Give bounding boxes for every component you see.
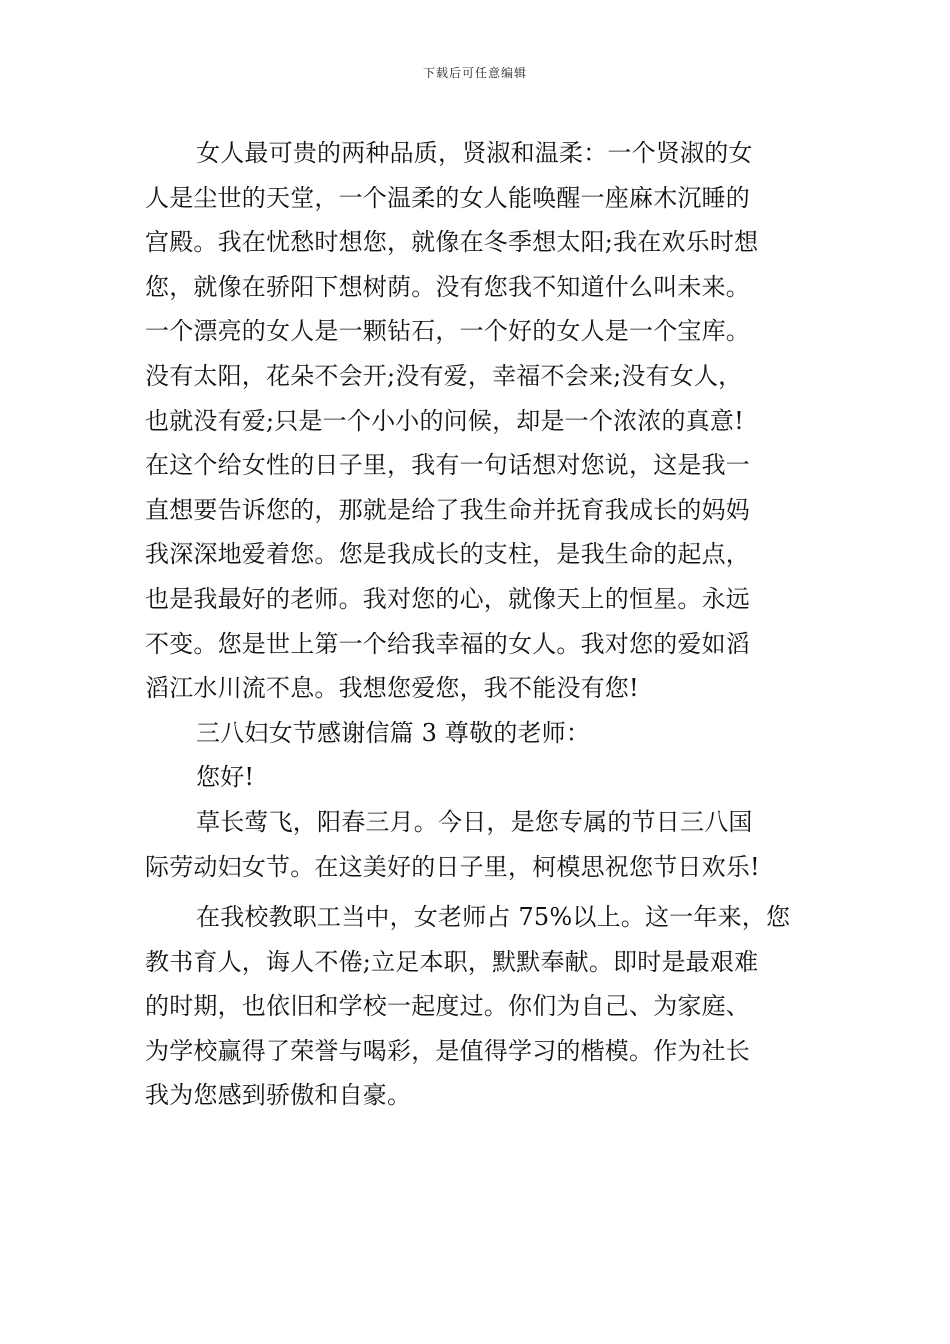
text-line: 没有太阳，花朵不会开;没有爱，幸福不会来;没有女人，	[145, 361, 743, 390]
text-line: 我深深地爱着您。您是我成长的支柱，是我生命的起点，	[145, 540, 750, 569]
text-line: 的时期，也依旧和学校一起度过。你们为自己、为家庭、	[145, 992, 750, 1021]
paragraph-1	[145, 131, 810, 711]
text-line: 也就没有爱;只是一个小小的问候，却是一个浓浓的真意!	[145, 406, 744, 435]
letter-heading: 三八妇女节感谢信篇 3 尊敬的老师：	[196, 718, 591, 747]
text-line: 在我校教职工当中，女老师占 75%以上。这一年来，您	[196, 903, 791, 932]
text-line: 不变。您是世上第一个给我幸福的女人。我对您的爱如滔	[145, 629, 750, 658]
text-line: 草长莺飞，阳春三月。今日，是您专属的节日三八国	[196, 807, 753, 836]
text-line: 人是尘世的天堂，一个温柔的女人能唤醒一座麻木沉睡的	[145, 183, 750, 212]
letter-greeting: 您好!	[196, 763, 255, 792]
page-header: 下载后可任意编辑	[422, 66, 527, 80]
text-line: 教书育人，诲人不倦;立足本职，默默奉献。即时是最艰难	[145, 947, 759, 976]
text-line: 一个漂亮的女人是一颗钻石，一个好的女人是一个宝库。	[145, 317, 750, 346]
text-line: 直想要告诉您的，那就是给了我生命并抚育我成长的妈妈	[145, 495, 750, 524]
text-line: 也是我最好的老师。我对您的心，就像天上的恒星。永远	[145, 584, 750, 613]
text-line: 在这个给女性的日子里，我有一句话想对您说，这是我一	[145, 451, 750, 480]
document-body	[145, 131, 810, 1118]
text-line: 滔江水川流不息。我想您爱您，我不能没有您!	[145, 674, 639, 703]
text-line: 您，就像在骄阳下想树荫。没有您我不知道什么叫未来。	[145, 272, 750, 301]
text-line: 际劳动妇女节。在这美好的日子里，柯模思祝您节日欢乐!	[145, 852, 760, 881]
paragraph-3	[145, 895, 810, 1118]
paragraph-2	[145, 800, 810, 889]
text-line: 宫殿。我在忧愁时想您，就像在冬季想太阳;我在欢乐时想	[145, 228, 759, 257]
text-line: 为学校赢得了荣誉与喝彩，是值得学习的楷模。作为社长	[145, 1036, 750, 1065]
text-line: 我为您感到骄傲和自豪。	[145, 1081, 412, 1110]
text-line: 女人最可贵的两种品质，贤淑和温柔：一个贤淑的女	[196, 139, 753, 167]
